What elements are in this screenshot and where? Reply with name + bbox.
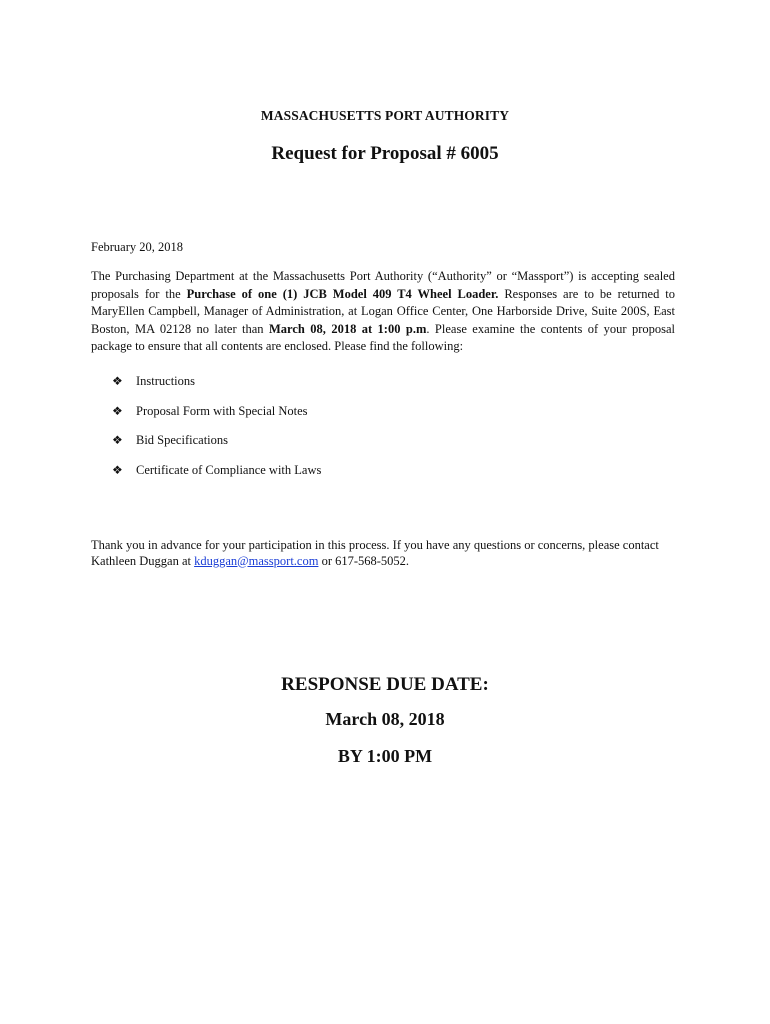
organization-title: MASSACHUSETTS PORT AUTHORITY <box>260 108 510 123</box>
closing-text-1: Thank you in advance for your participation in this process. If you have any questions or concerns, please contact Kathleen Duggan at <box>91 538 659 568</box>
deadline-text: March 08, 2018 at 1:00 p.m <box>268 321 427 336</box>
closing-text-2: or 617-568-5052. <box>318 553 410 568</box>
rfp-title: Request for Proposal # 6005 <box>271 143 499 164</box>
diamond-bullet-icon: ❖ <box>112 374 123 388</box>
list-item-label: Certificate of Compliance with Laws <box>136 462 322 477</box>
intro-text-3: . Please examine the contents of your proposal package to ensure that all contents are enclosed. Please find the following: <box>91 321 676 353</box>
closing-paragraph <box>91 538 691 569</box>
intro-paragraph <box>91 268 675 356</box>
contact-email-link[interactable]: kduggan@massport.com <box>194 553 319 568</box>
list-item-label: Proposal Form with Special Notes <box>136 403 308 418</box>
diamond-bullet-icon: ❖ <box>112 433 123 447</box>
list-item <box>112 403 321 433</box>
enclosures-list <box>112 373 321 491</box>
letter-date: February 20, 2018 <box>91 240 183 254</box>
response-due-time: BY 1:00 PM <box>337 746 433 766</box>
diamond-bullet-icon: ❖ <box>112 462 123 477</box>
intro-text-2: Responses are to be returned to MaryEllen Campbell, Manager of Administration, at Logan Office Center, One Harborside Drive, Suite 200S, East Boston, MA 02128 no later than <box>91 286 675 336</box>
diamond-bullet-icon: ❖ <box>112 403 123 418</box>
purchase-description: Purchase of one (1) JCB Model 409 T4 Wheel Loader. <box>186 286 499 301</box>
list-item-label: Bid Specifications <box>136 433 228 447</box>
list-item-label: Instructions <box>136 374 196 388</box>
response-due-label: RESPONSE DUE DATE: <box>281 674 489 695</box>
intro-text-1: The Purchasing Department at the Massachusetts Port Authority (“Authority” or “Massport”) is accepting sealed proposals for the <box>91 269 675 301</box>
list-item <box>112 373 321 403</box>
response-due-date: March 08, 2018 <box>325 709 445 729</box>
list-item <box>112 462 321 492</box>
list-item <box>112 432 321 462</box>
